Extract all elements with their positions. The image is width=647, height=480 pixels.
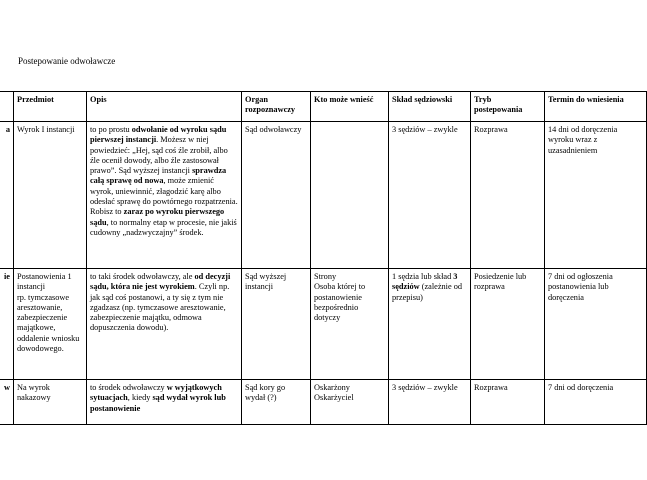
header-cell-0 (0, 92, 14, 122)
text-run: to po prostu (90, 125, 132, 134)
przedmiot-cell: Na wyrok nakazowy (14, 380, 87, 425)
text-run: , to normalny etap w procesie, nie jakiś cudowny „nadzwyczajny” środek. (90, 217, 237, 237)
text-run: 1 sędzia lub skład (392, 272, 454, 281)
opis-cell (87, 380, 242, 425)
tryb-cell: Rozprawa (471, 380, 545, 425)
tryb-cell: Posiedzenie lub rozprawa (471, 269, 545, 380)
bold-text: zaraz po wyroku pierwszego sądu (90, 207, 225, 227)
header-cell-kto: Kto może wnieść (311, 92, 389, 122)
appeal-table (0, 91, 647, 425)
termin-cell: 7 dni od doręczenia (545, 380, 647, 425)
organ-cell: Sąd wyższej instancji (242, 269, 311, 380)
header-cell-tryb: Tryb postepowania (471, 92, 545, 122)
termin-cell: 14 dni od doręczenia wyroku wraz z uzasadnieniem (545, 122, 647, 269)
przedmiot-cell: Postanowienia 1 instancji rp. tymczasowe aresztowanie, zabezpieczenie majątkowe, oddalenie wniosku dowodowego. (14, 269, 87, 380)
header-cell-opis: Opis (87, 92, 242, 122)
table-row (0, 122, 647, 269)
opis-cell (87, 269, 242, 380)
text-run: (zależnie od przepisu) (392, 282, 463, 302)
organ-cell: Sąd kory go wydał (?) (242, 380, 311, 425)
sklad-cell (389, 269, 471, 380)
text-run: . Czyli np. jak sąd coś postanowi, a ty się z tym nie zgadzasz (np. tymczasowe aresztowanie, zabezpieczenie majątku, odmowa dopuszczenia dowodu). (90, 282, 230, 333)
bold-text: odwołanie od wyroku sądu pierwszej instancji (90, 125, 227, 145)
bold-text: sąd wydał wyrok lub postanowienie (90, 393, 226, 413)
bold-text: w wyjątkowych sytuacjach (90, 383, 222, 403)
text-run: to taki środek odwoławczy, ale (90, 272, 195, 281)
row-marker-cell: ie (0, 269, 14, 380)
przedmiot-cell: Wyrok I instancji (14, 122, 87, 269)
termin-cell: 7 dni od ogłoszenia postanowienia lub doręczenia (545, 269, 647, 380)
header-cell-sklad: Skład sędziowski (389, 92, 471, 122)
table-row (0, 380, 647, 425)
sklad-cell (389, 122, 471, 269)
table-header-row (0, 92, 647, 122)
table-body (0, 122, 647, 425)
row-marker-cell: w (0, 380, 14, 425)
sklad-cell (389, 380, 471, 425)
table-row (0, 269, 647, 380)
bold-text: od decyzji sądu, która nie jest wyrokiem (90, 272, 231, 292)
kto-cell (311, 122, 389, 269)
organ-cell: Sąd odwoławczy (242, 122, 311, 269)
text-run: , kiedy (127, 393, 153, 403)
bold-text: 3 sędziów (392, 272, 458, 292)
text-run: to środek odwoławczy (90, 383, 167, 392)
header-cell-organ: Organ rozpoznawczy (242, 92, 311, 122)
text-run: , może zmienić wyrok, uniewinnić, złagodzić karę albo odesłać sprawę do powtórnego rozpatrzenia. Robisz to (90, 176, 238, 217)
header-cell-przedmiot: Przedmiot (14, 92, 87, 122)
text-run: . Możesz w niej powiedzieć: „Hej, sąd coś źle zrobił, albo źle ocenił dowody, albo źle zastosował prawo”. Sąd wyższej instancji (90, 135, 228, 176)
kto-cell: Oskarżony Oskarżyciel (311, 380, 389, 425)
header-cell-termin: Termin do wniesienia (545, 92, 647, 122)
text-run: 3 sędziów – zwykle (392, 383, 458, 392)
document-title: Postepowanie odwoławcze (18, 56, 116, 66)
tryb-cell: Rozprawa (471, 122, 545, 269)
opis-cell (87, 122, 242, 269)
kto-cell: Strony Osoba której to postanowienie bezpośrednio dotyczy (311, 269, 389, 380)
bold-text: sprawdza całą sprawę od nowa (90, 166, 227, 186)
text-run: 3 sędziów – zwykle (392, 125, 458, 134)
row-marker-cell: a (0, 122, 14, 269)
